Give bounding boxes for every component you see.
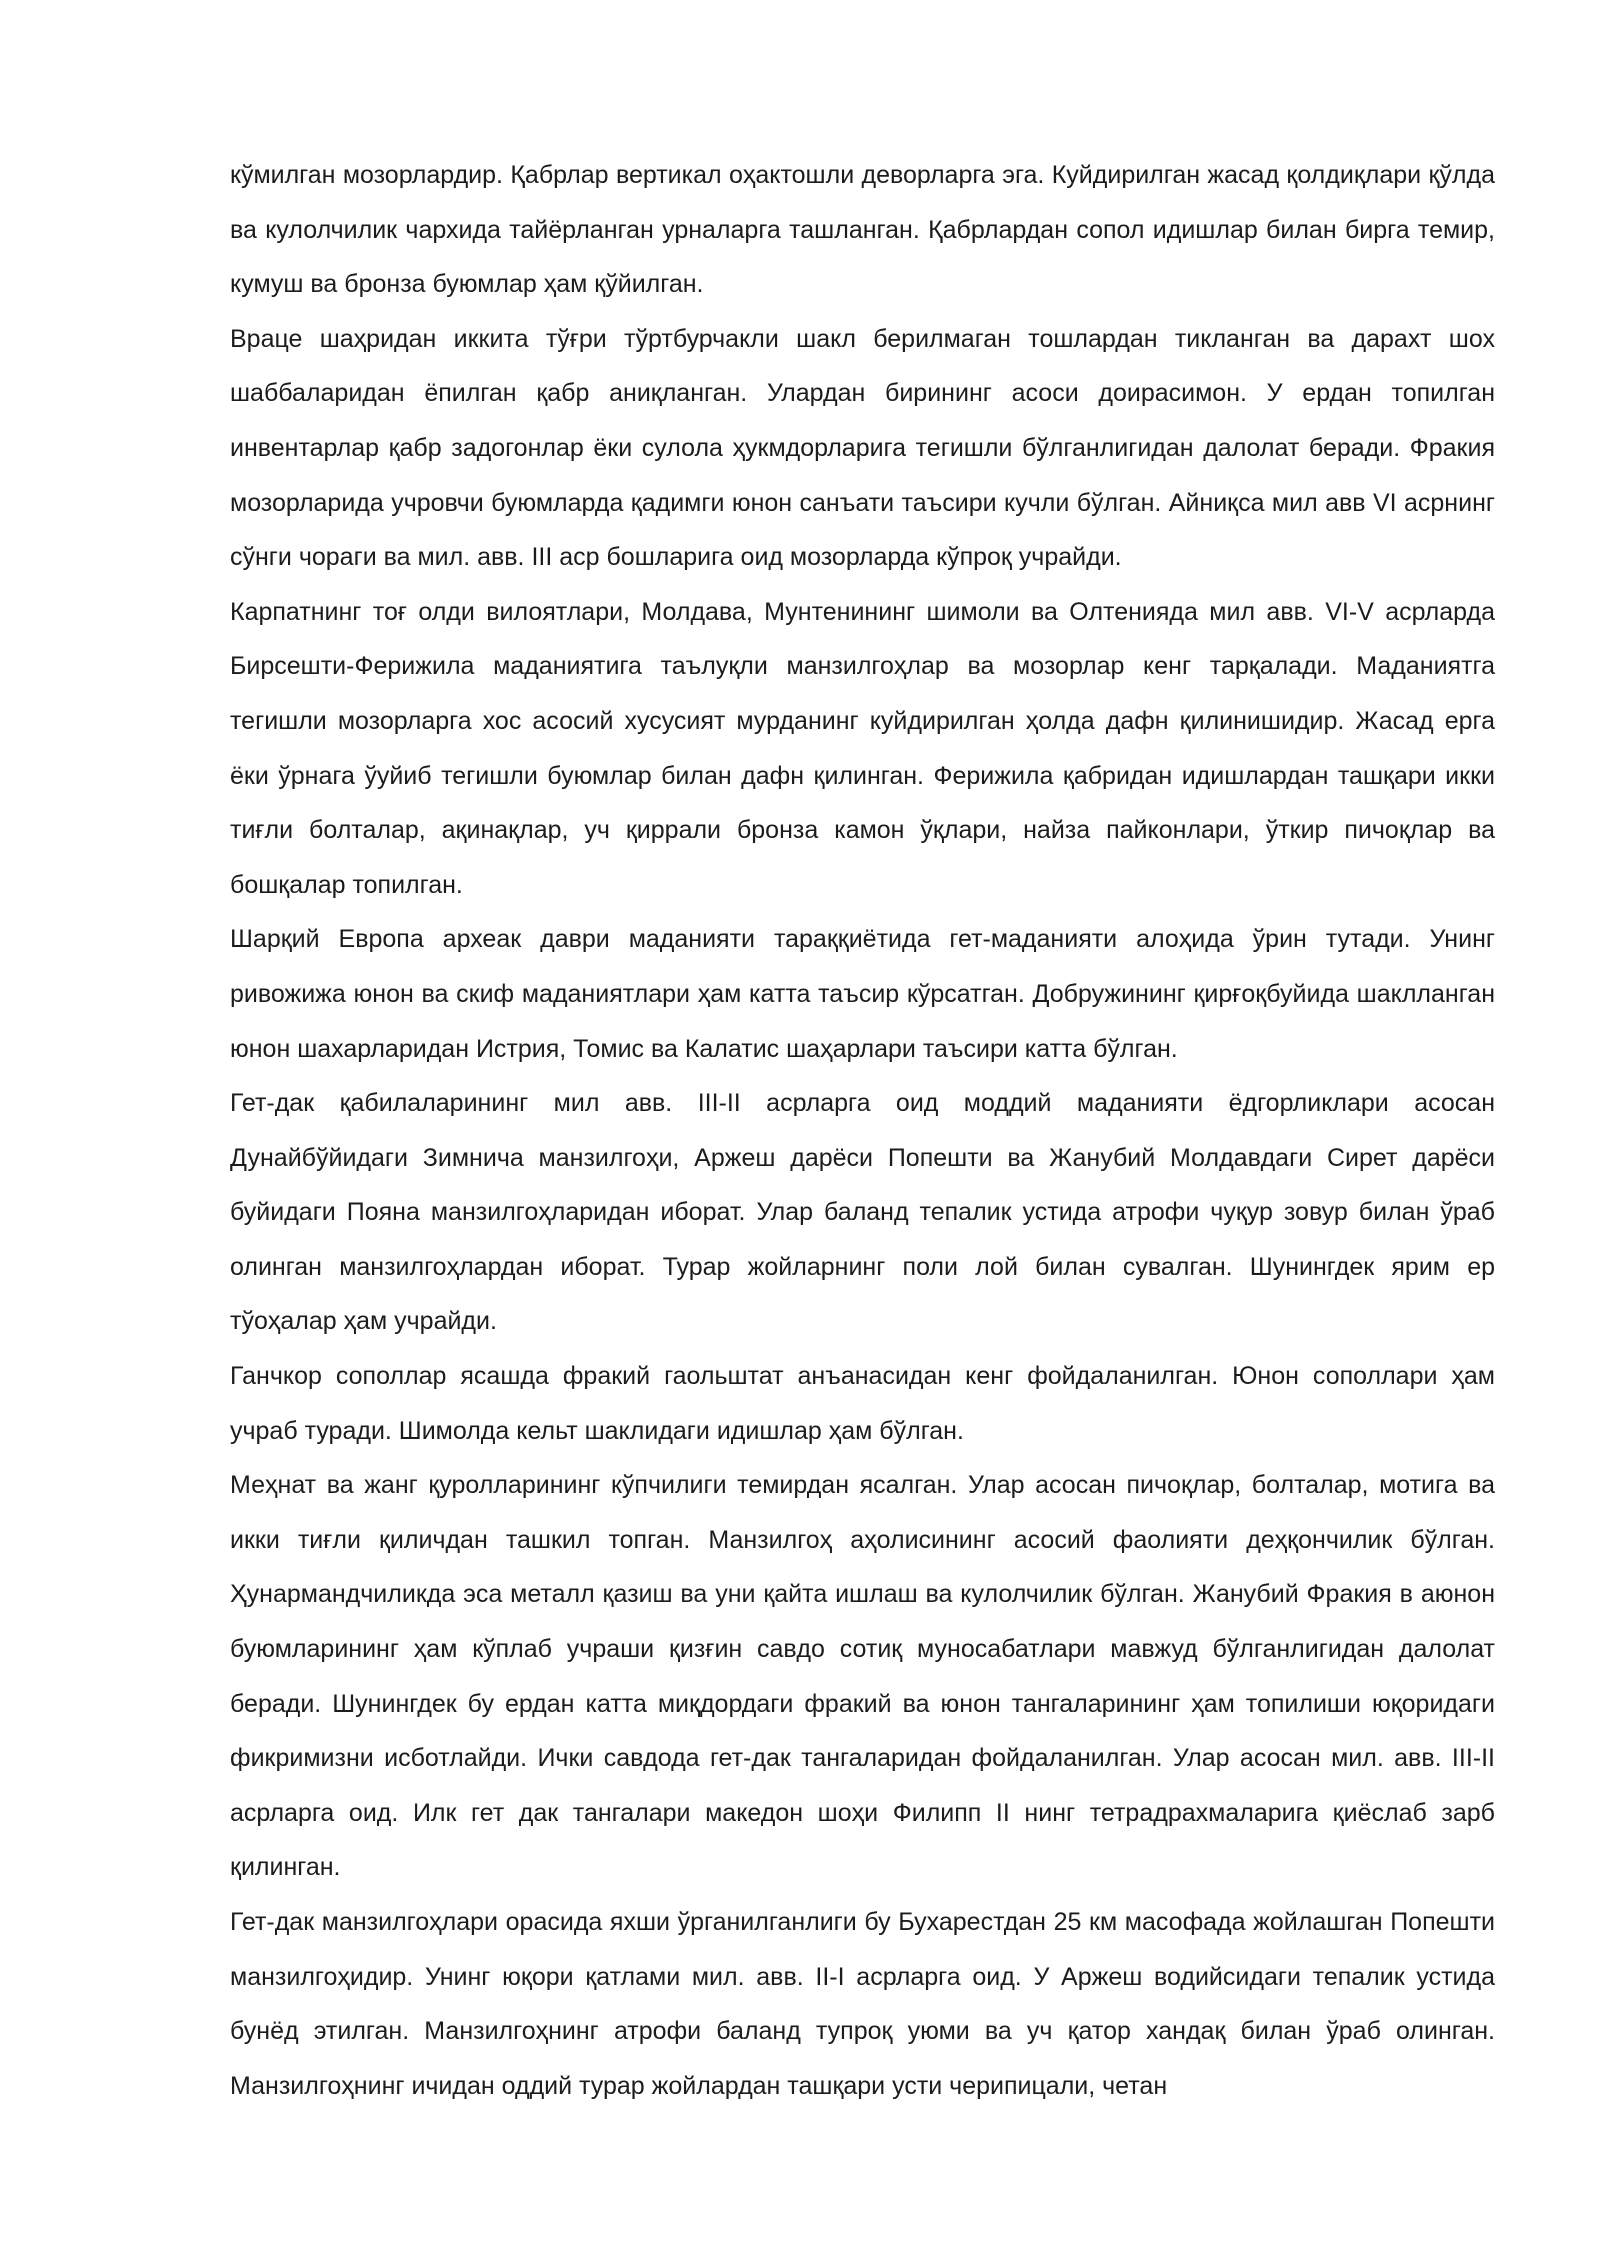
paragraph-birseshti-ferijila-culture: Карпатнинг тоғ олди вилоятлари, Молдава, Мунтенининг шимоли ва Олтенияда мил авв. VI-V асрларда Бирсешти-Ферижила маданиятига таълуқли манзилгоҳлар ва мозорлар кенг тарқалади. Маданиятга тегишли мозорларга хос асосий хусусият мурданинг куйдирилган ҳолда дафн қилинишидир. Жасад ерга ёки ўрнага ўуйиб тегишли буюмлар билан дафн қилинган. Ферижила қабридан идишлардан ташқари икки тиғли болталар, ақинақлар, уч қиррали бронза камон ўқлари, найза пайконлари, ўткир пичоқлар ва бошқалар топилган. — [230, 597, 1495, 899]
paragraph-get-culture: Шарқий Европа археак даври маданияти тараққиётида гет-маданияти алоҳида ўрин тутади. Унинг ривожижа юнон ва скиф маданиятлари ҳам катта таъсир кўрсатган. Добружининг қирғоқбуйида шаклланган юнон шахарларидан Истрия, Томис ва Калатис шаҳарлари таъсири катта бўлган. — [230, 925, 1495, 1063]
paragraph-burials-continued: кўмилган мозорлардир. Қабрлар вертикал оҳактошли деворларга эга. Куйдирилган жасад қолдиқлари қўлда ва кулолчилик чархида тайёрланган урналарга ташланган. Қабрлардан сопол идишлар билан бирга темир, кумуш ва бронза буюмлар ҳам қўйилган. — [230, 161, 1495, 299]
paragraph-vratsa-tombs: Враце шаҳридан иккита тўғри тўртбурчакли шакл берилмаган тошлардан тикланган ва дарахт шох шаббаларидан ёпилган қабр аниқланган. Улардан бирининг асоси доирасимон. У ердан топилган инвентарлар қабр задогонлар ёки сулола ҳукмдорларига тегишли бўлганлигидан далолат беради. Фракия мозорларида учровчи буюмларда қадимги юнон санъати таъсири кучли бўлган. Айниқса мил авв VI асрнинг сўнги чораги ва мил. авв. III аср бошларига оид мозорларда кўпроқ учрайди. — [230, 324, 1495, 572]
paragraph-popeshti-settlement: Гет-дак манзилгоҳлари орасида яхши ўрганилганлиги бу Бухарестдан 25 км масофада жойлашган Попешти манзилгоҳидир. Унинг юқори қатлами мил. авв. II-I асрларга оид. У Аржеш водийсидаги тепалик устида бунёд этилган. Манзилгоҳнинг атрофи баланд тупроқ уюми ва уч қатор хандақ билан ўраб олинган. Манзилгоҳнинг ичидан оддий турар жойлардан ташқари усти черипицали, четан — [230, 1908, 1495, 2100]
paragraph-ceramics: Ганчкор сополлар ясашда фракий гаольштат анъанасидан кенг фойдаланилган. Юнон сополлари ҳам учраб туради. Шимолда кельт шаклидаги идишлар ҳам бўлган. — [230, 1362, 1495, 1445]
document-page — [230, 148, 1495, 2113]
paragraph-tools-and-trade: Меҳнат ва жанг қуролларининг кўпчилиги темирдан ясалган. Улар асосан пичоқлар, болталар, мотига ва икки тиғли қиличдан ташкил топган. Манзилгоҳ аҳолисининг асосий фаолияти деҳқончилик бўлган. Ҳунармандчиликда эса металл қазиш ва уни қайта ишлаш ва кулолчилик бўлган. Жанубий Фракия в аюнон буюмларининг ҳам кўплаб учраши қизғин савдо сотиқ муносабатлари мавжуд бўлганлигидан далолат беради. Шунингдек бу ердан катта миқдордаги фракий ва юнон тангаларининг ҳам топилиши юқоридаги фикримизни исботлайди. Ички савдода гет-дак тангаларидан фойдаланилган. Улар асосан мил. авв. III-II асрларга оид. Илк гет дак тангалари македон шоҳи Филипп II нинг тетрадрахмаларига қиёслаб зарб қилинган. — [230, 1471, 1495, 1882]
paragraph-get-dak-settlements: Гет-дак қабилаларининг мил авв. III-II асрларга оид моддий маданияти ёдгорликлари асосан Дунайбўйидаги Зимнича манзилгоҳи, Аржеш дарёси Попешти ва Жанубий Молдавдаги Сирет дарёси буйидаги Пояна манзилгоҳларидан иборат. Улар баланд тепалик устида атрофи чуқур зовур билан ўраб олинган манзилгоҳлардан иборат. Турар жойларнинг поли лой билан сувалган. Шунингдек ярим ер тўоҳалар ҳам учрайди. — [230, 1089, 1495, 1336]
